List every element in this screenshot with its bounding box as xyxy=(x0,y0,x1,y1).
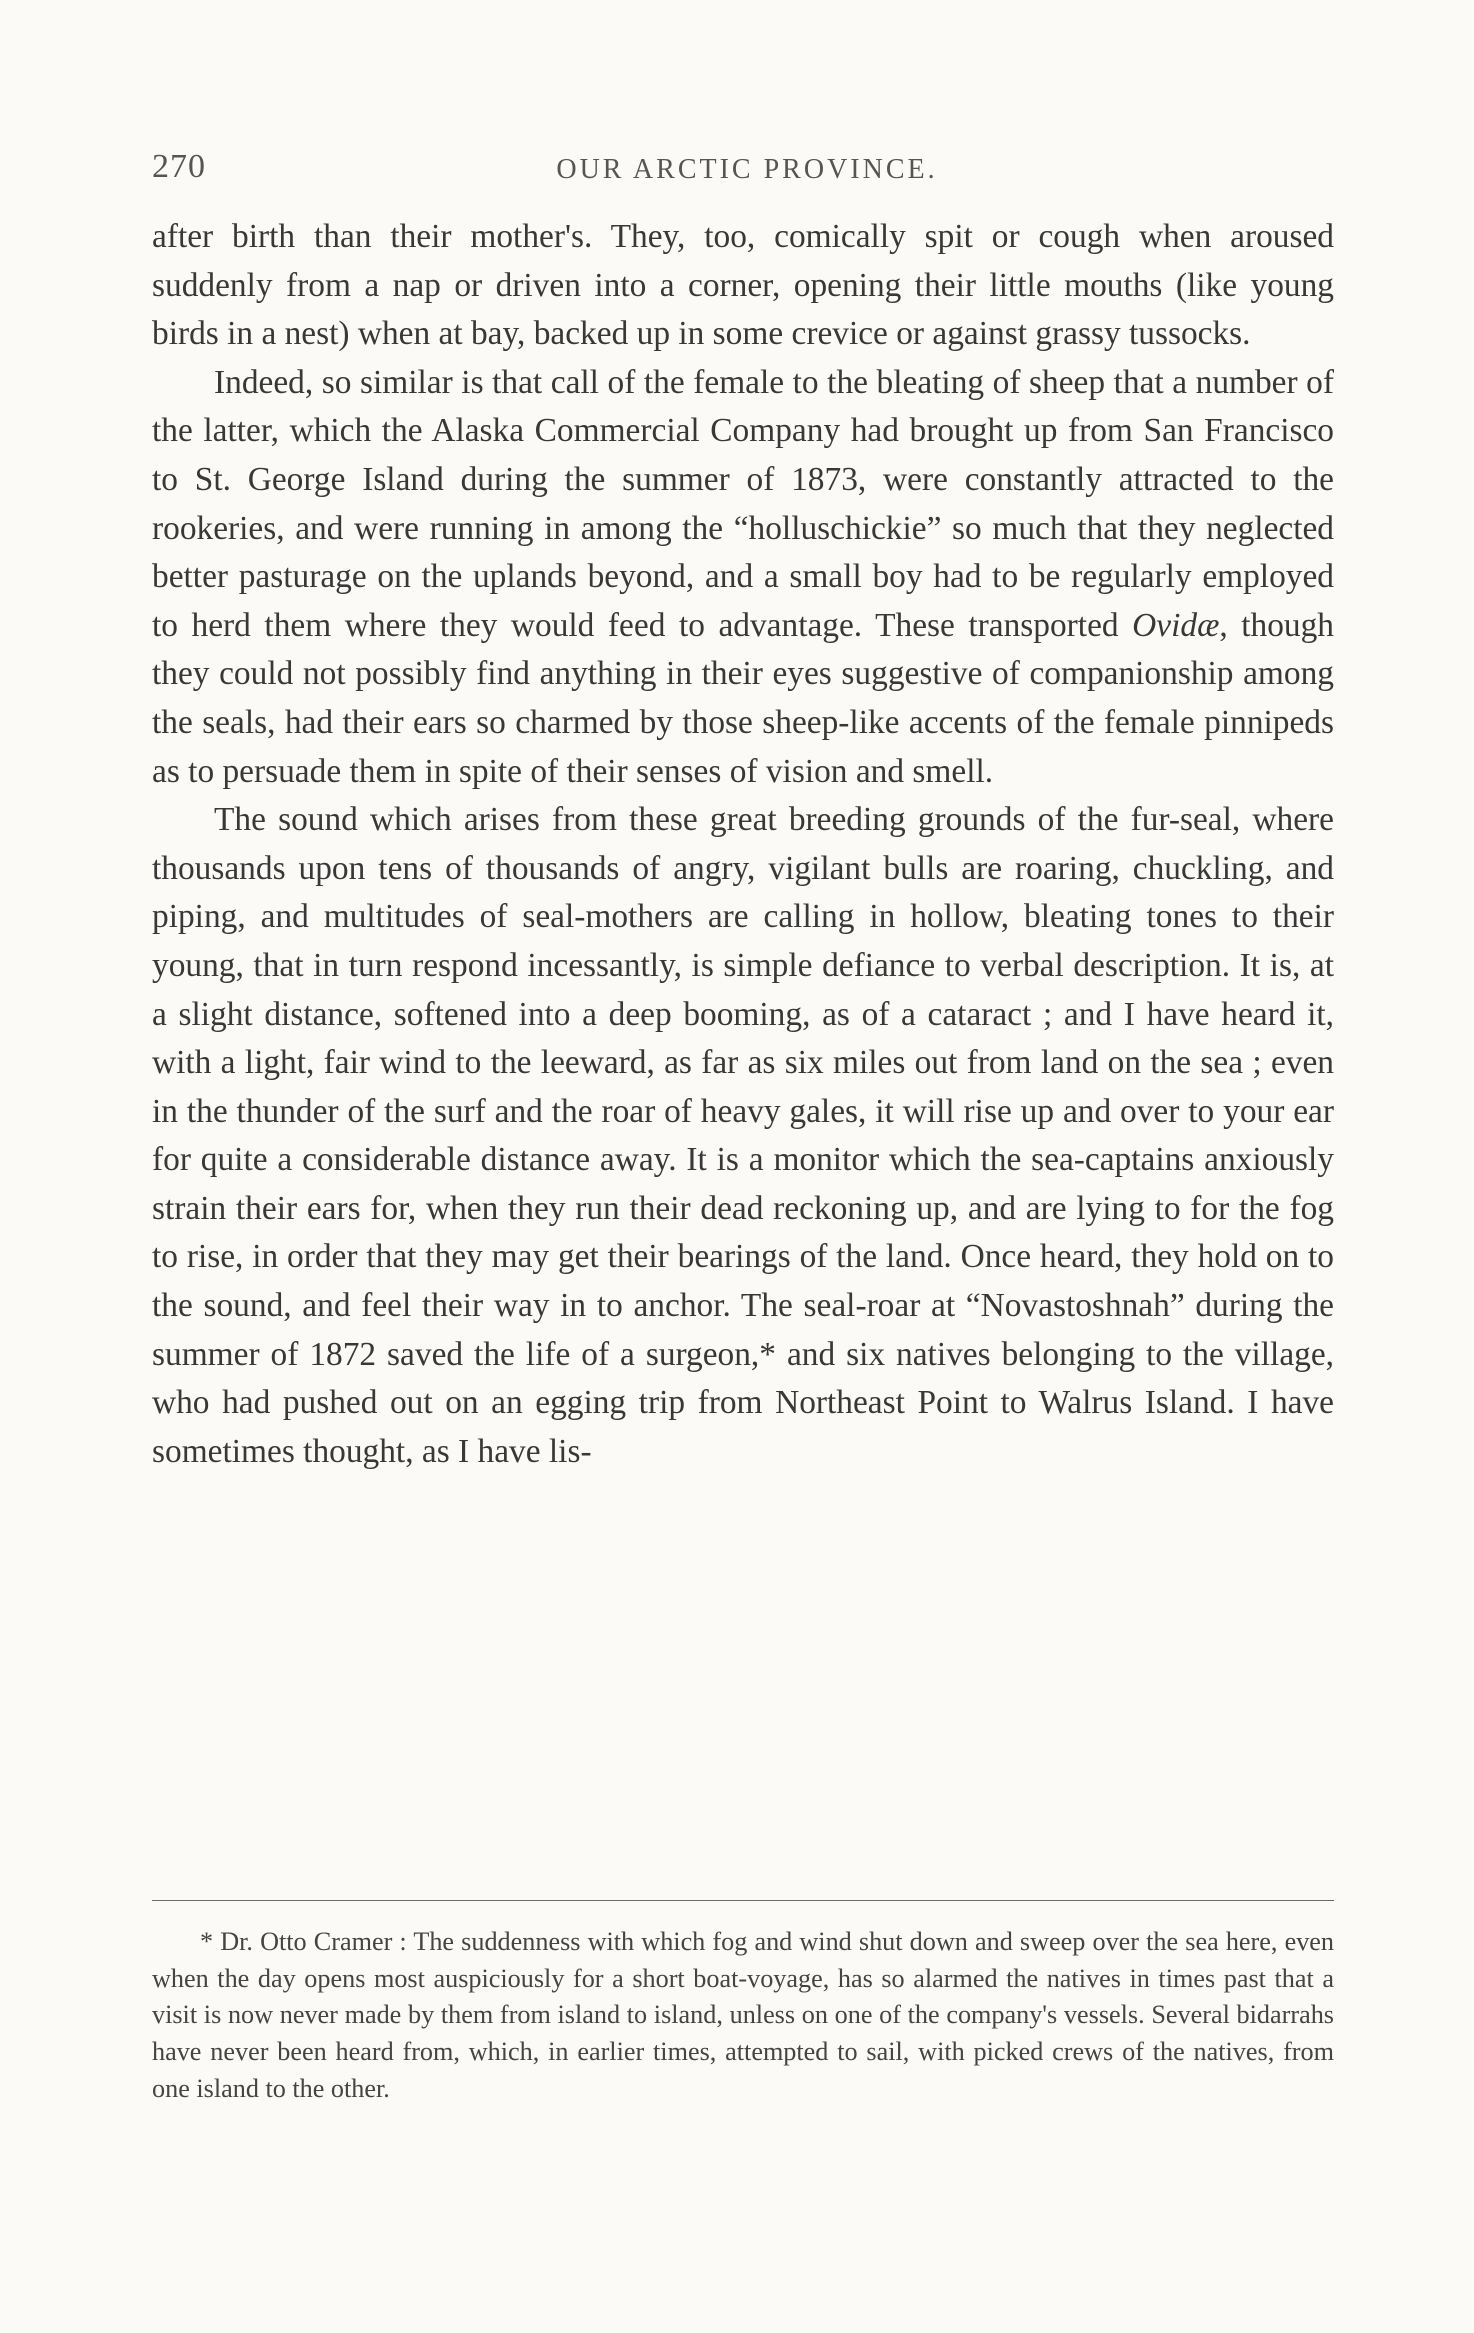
paragraph-2 xyxy=(152,359,1334,796)
footnote-divider xyxy=(152,1900,1334,1901)
body-text xyxy=(152,213,1334,1476)
paragraph-2-italic: Ovidæ xyxy=(1132,606,1220,644)
paragraph-2-part-1: Indeed, so similar is that call of the female to the bleating of sheep that a number of the latter, which the Alaska Commercial Company had brought up from San Francisco to St. George Island during the summer of 1873, were constantly attracted to the rookeries, and were running in among the “holluschickie” so much that they neglected better pasturage on the uplands beyond, and a small boy had to be regularly employed to herd them where they would feed to advantage. These transported xyxy=(152,363,1334,644)
paragraph-2-part-2: , though they could not possibly find anything in their eyes suggestive of companionship among the seals, had their ears so charmed by those sheep-like accents of the female pinnipeds as to persuade them in spite of their senses of vision and smell. xyxy=(152,606,1334,790)
paragraph-3: The sound which arises from these great breeding grounds of the fur-seal, where thousands upon tens of thousands of angry, vigilant bulls are roaring, chuckling, and piping, and multitudes of seal-mothers are calling in hollow, bleating tones to their young, that in turn respond incessantly, is simple defiance to verbal description. It is, at a slight distance, softened into a deep booming, as of a cataract ; and I have heard it, with a light, fair wind to the leeward, as far as six miles out from land on the sea ; even in the thunder of the surf and the roar of heavy gales, it will rise up and over to your ear for quite a considerable distance away. It is a monitor which the sea-captains anxiously strain their ears for, when they run their dead reckoning up, and are lying to for the fog to rise, in order that they may get their bearings of the land. Once heard, they hold on to the sound, and feel their way in to anchor. The seal-roar at “Novastoshnah” during the summer of 1872 saved the life of a surgeon,* and six natives belonging to the village, who had pushed out on an egging trip from Northeast Point to Walrus Island. I have sometimes thought, as I have lis- xyxy=(152,801,1334,1470)
page-number: 270 xyxy=(152,148,206,185)
paragraph-1: after birth than their mother's. They, too, comically spit or cough when aroused suddenly from a nap or driven into a corner, opening their little mouths (like young birds in a nest) when at bay, backed up in some crevice or against grassy tussocks. xyxy=(152,218,1334,353)
running-head: OUR ARCTIC PROVINCE. xyxy=(556,154,938,185)
page-header xyxy=(152,148,1342,192)
footnote-text: * Dr. Otto Cramer : The suddenness with which fog and wind shut down and sweep over the sea here, even when the day opens most auspiciously for a short boat-voyage, has so alarmed the natives in times past that a visit is now never made by them from island to island, unless on one of the company's vessels. Several bidarrahs have never been heard from, which, in earlier times, attempted to sail, with picked crews of the natives, from one island to the other. xyxy=(152,1927,1334,2103)
footnote xyxy=(152,1924,1334,2108)
